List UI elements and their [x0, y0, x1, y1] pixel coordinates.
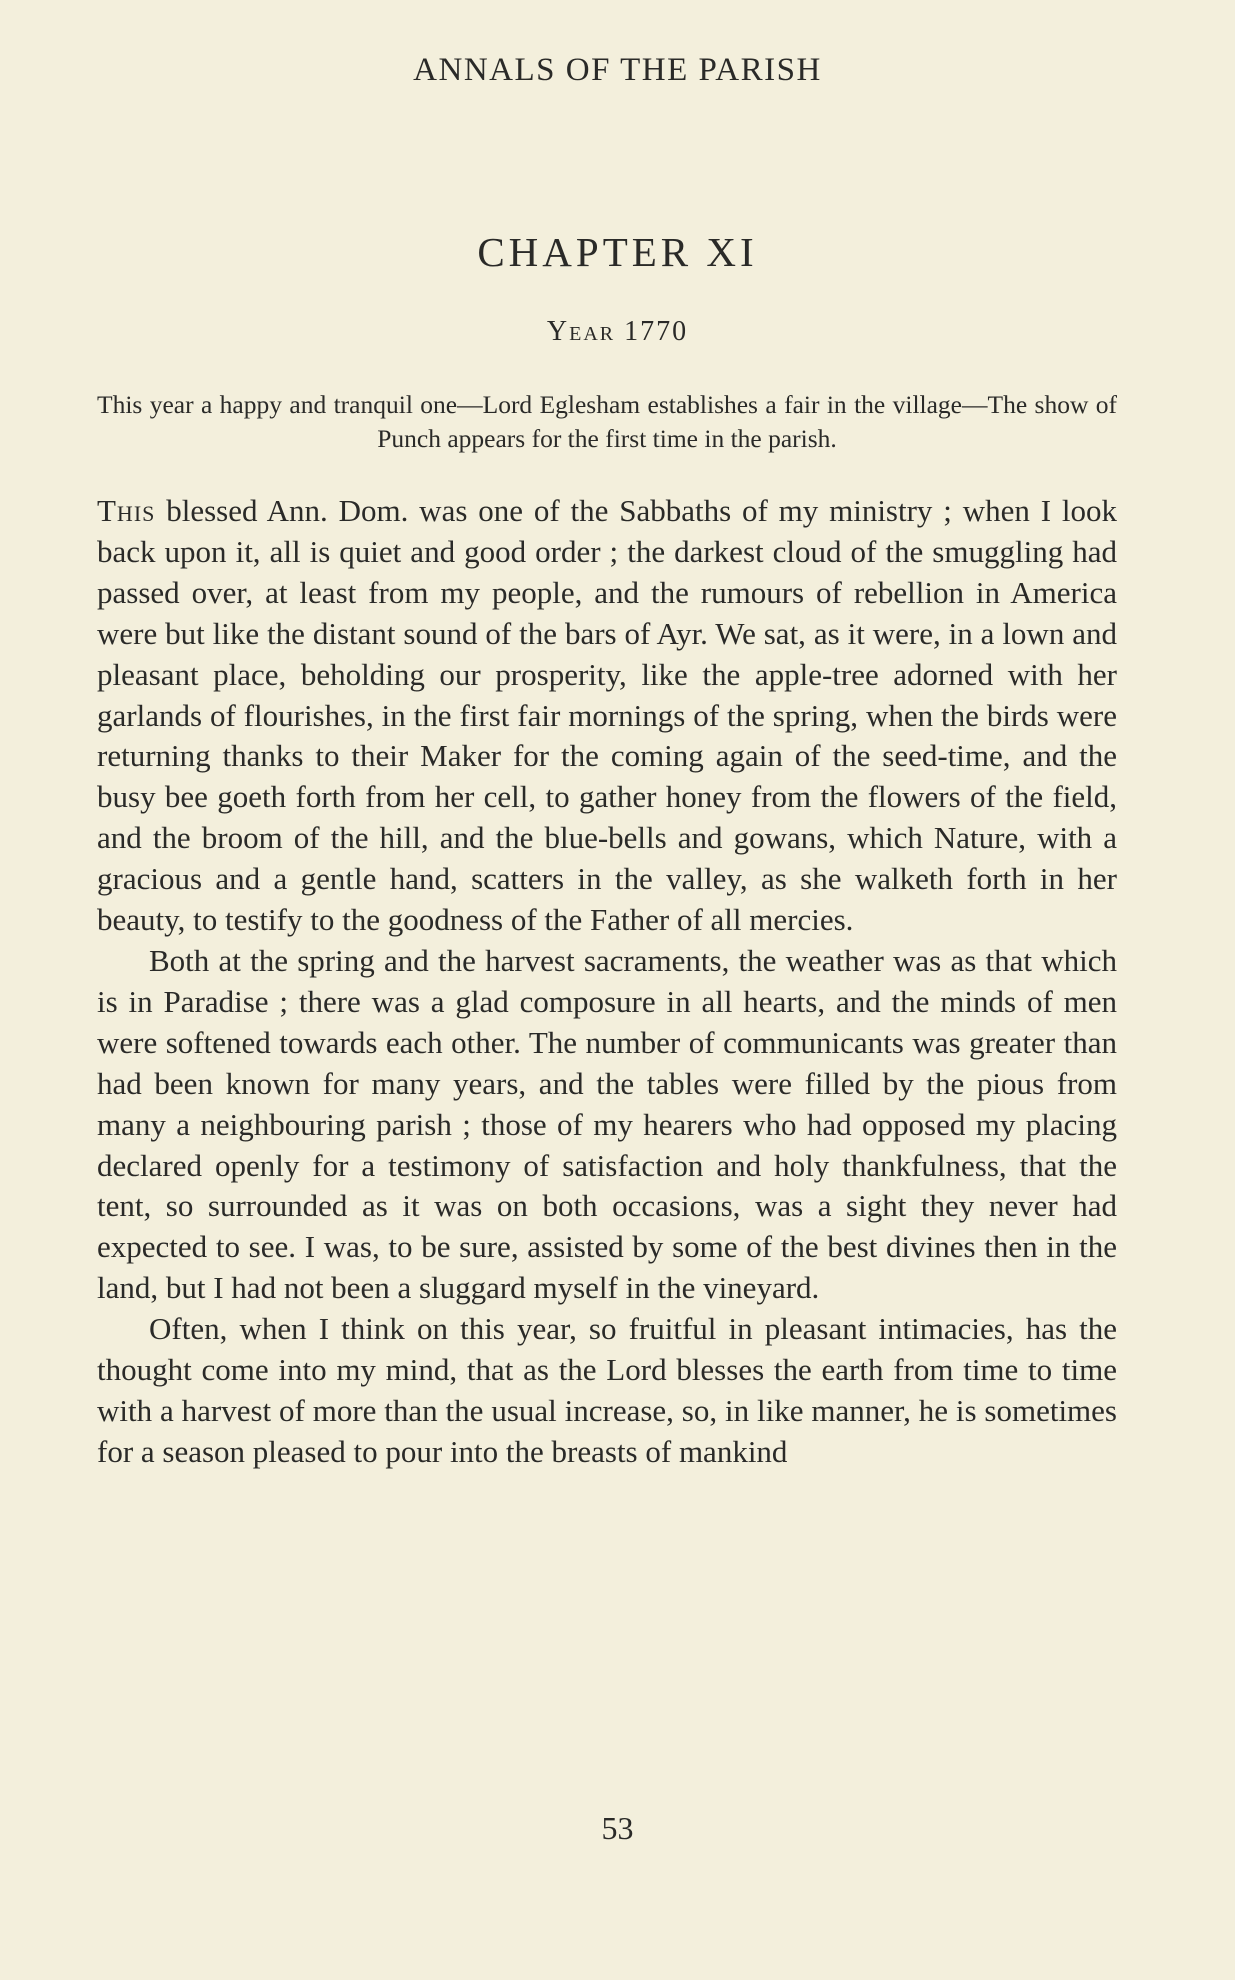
chapter-title: CHAPTER XI: [477, 229, 758, 275]
paragraph-1-lead-word: This: [97, 493, 156, 528]
year-value: 1770: [624, 316, 689, 347]
paragraph-2: Both at the spring and the harvest sacraments, the weather was as that which is in Paradise ; there was a glad composure in all hearts, and the minds of men were softened towards each other. The number of communicants was greater than had been known for many years, and the tables were filled by the pious from many a neighbouring parish ; those of my hearers who had opposed my placing declared openly for a testimony of satisfaction and holy thankfulness, that the tent, so surrounded as it was on both occasions, was a sight they never had expected to see. I was, to be sure, assisted by some of the best divines then in the land, but I had not been a sluggard myself in the vineyard.: [97, 942, 1117, 1306]
running-head: ANNALS OF THE PARISH: [413, 52, 822, 88]
page-number: 53: [601, 1810, 634, 1846]
chapter-summary: This year a happy and tranquil one—Lord Eglesham establishes a fair in the village—The show of Punch appears for the first time in the parish.: [97, 390, 1117, 453]
year-label: Year: [546, 316, 616, 347]
paragraph-1: [97, 491, 1117, 941]
chapter-body: [97, 491, 1117, 1473]
chapter-year: [0, 316, 1235, 348]
paragraph-3: Often, when I think on this year, so fruitful in pleasant intimacies, has the thought come into my mind, that as the Lord blesses the earth from time to time with a harvest of more than the usual increase, so, in like manner, he is sometimes for a season pleased to pour into the breasts of mankind: [97, 1311, 1117, 1469]
paragraph-1-text: blessed Ann. Dom. was one of the Sabbaths of my ministry ; when I look back upon it, all is quiet and good order ; the darkest cloud of the smuggling had passed over, at least from my people, and the rumours of rebellion in America were but like the distant sound of the bars of Ayr. We sat, as it were, in a lown and pleasant place, beholding our prosperity, like the apple-tree adorned with her garlands of flourishes, in the first fair mornings of the spring, when the birds were returning thanks to their Maker for the coming again of the seed-time, and the busy bee goeth forth from her cell, to gather honey from the flowers of the field, and the broom of the hill, and the blue-bells and gowans, which Nature, with a gracious and a gentle hand, scatters in the valley, as she walketh forth in her beauty, to testify to the goodness of the Father of all mercies.: [97, 493, 1117, 938]
